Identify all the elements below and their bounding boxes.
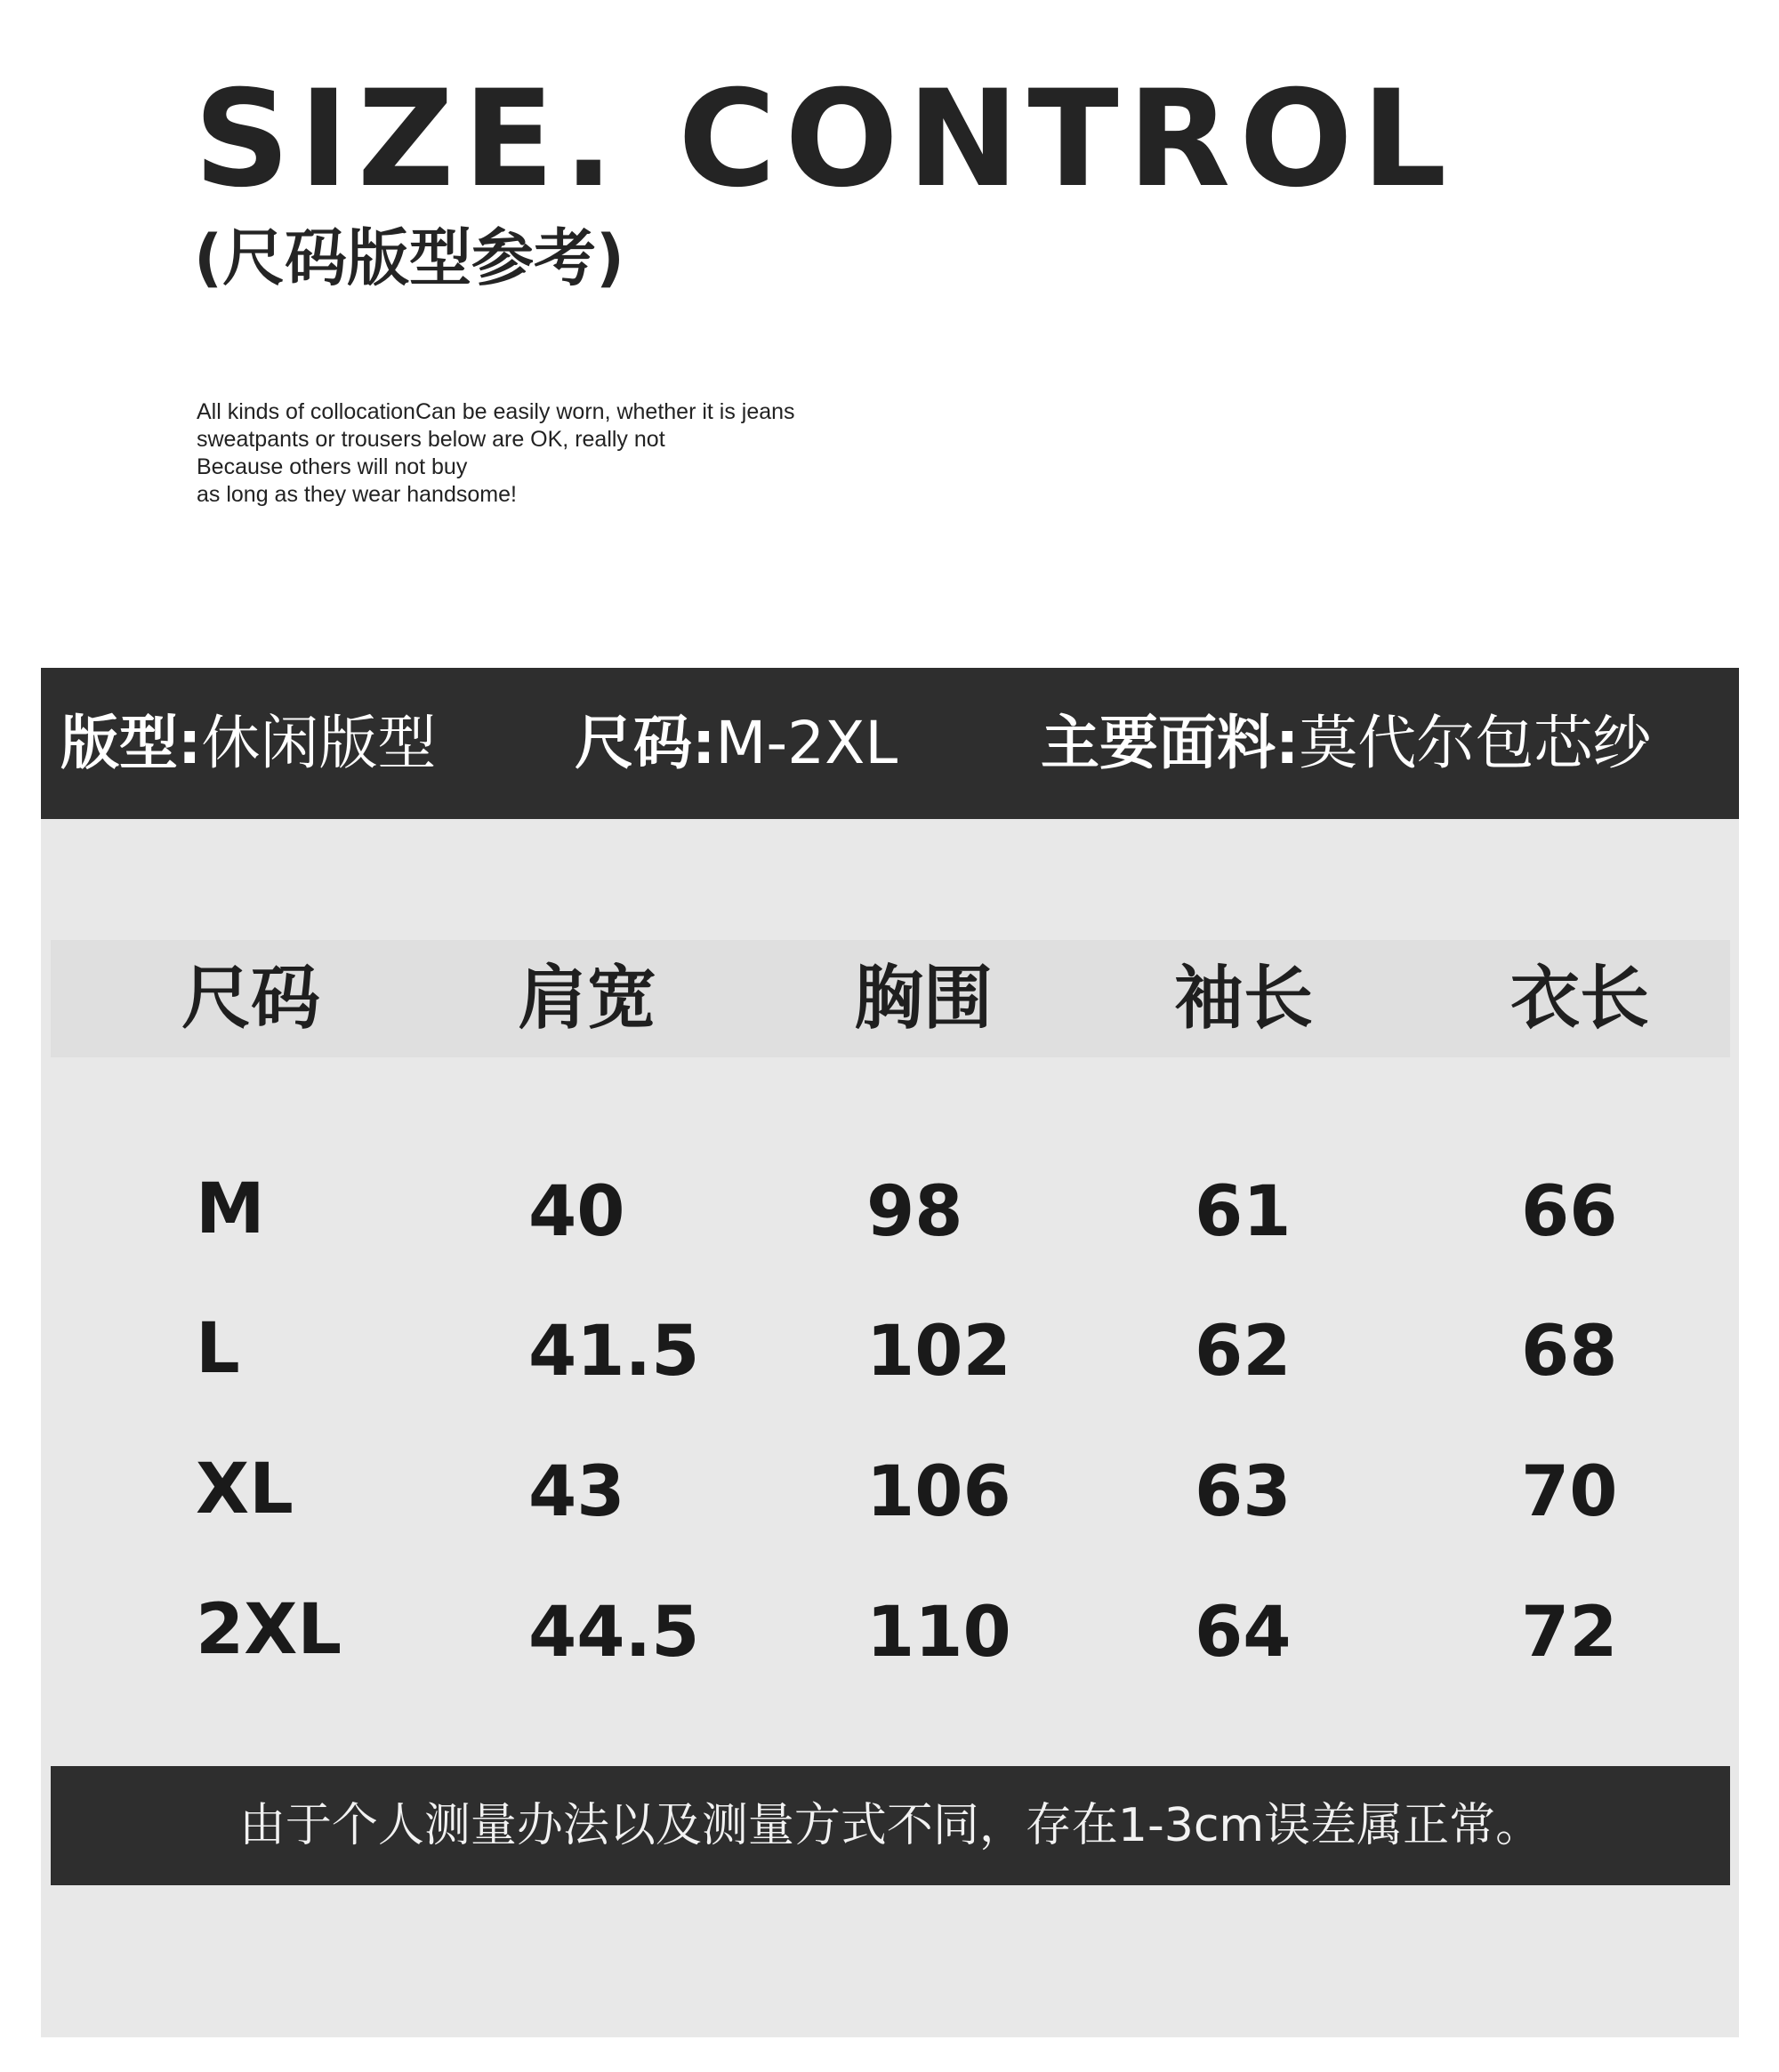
table-cell-shoulder: 41.5 bbox=[528, 1312, 700, 1392]
column-header-sleeve: 袖长 bbox=[1174, 959, 1314, 1039]
table-cell-size: L bbox=[196, 1309, 240, 1389]
size-table-header bbox=[51, 940, 1730, 1057]
table-cell-sleeve: 61 bbox=[1195, 1172, 1292, 1252]
description-line: as long as they wear handsome! bbox=[197, 482, 517, 507]
table-cell-length: 68 bbox=[1521, 1312, 1618, 1392]
table-cell-shoulder: 43 bbox=[528, 1452, 625, 1532]
table-cell-chest: 110 bbox=[866, 1593, 1011, 1673]
table-cell-shoulder: 44.5 bbox=[528, 1593, 700, 1673]
measurement-note: 由于个人测量办法以及测量方式不同，存在1-3cm误差属正常。 bbox=[51, 1766, 1730, 1885]
fit-info bbox=[60, 668, 436, 819]
table-cell-sleeve: 63 bbox=[1195, 1452, 1292, 1532]
table-cell-size: 2XL bbox=[196, 1590, 342, 1670]
table-cell-length: 72 bbox=[1521, 1593, 1618, 1673]
table-cell-chest: 98 bbox=[866, 1172, 963, 1252]
column-header-length: 衣长 bbox=[1510, 959, 1650, 1039]
fabric-value: 莫代尔包芯纱 bbox=[1299, 709, 1652, 777]
description-line: All kinds of collocationCan be easily worn, whether it is jeans bbox=[197, 399, 795, 424]
table-cell-length: 66 bbox=[1521, 1172, 1618, 1252]
page-title: SIZE. CONTROL bbox=[194, 62, 1456, 217]
table-cell-sleeve: 62 bbox=[1195, 1312, 1292, 1392]
page-subtitle: (尺码版型参考) bbox=[194, 221, 624, 294]
table-cell-chest: 106 bbox=[866, 1452, 1011, 1532]
fabric-info bbox=[1041, 668, 1651, 819]
table-cell-length: 70 bbox=[1521, 1452, 1618, 1532]
table-cell-sleeve: 64 bbox=[1195, 1593, 1292, 1673]
size-range-label: 尺码: bbox=[575, 709, 716, 777]
fabric-label: 主要面料: bbox=[1041, 709, 1300, 777]
column-header-size: 尺码 bbox=[181, 959, 321, 1039]
table-cell-shoulder: 40 bbox=[528, 1172, 625, 1252]
size-range-info bbox=[575, 668, 898, 819]
table-cell-chest: 102 bbox=[866, 1312, 1011, 1392]
description-line: sweatpants or trousers below are OK, really not bbox=[197, 427, 665, 452]
description-line: Because others will not buy bbox=[197, 454, 468, 479]
fit-value: 休闲版型 bbox=[201, 709, 437, 777]
size-range-value: M-2XL bbox=[715, 709, 898, 777]
table-cell-size: M bbox=[196, 1169, 265, 1249]
column-header-shoulder: 肩宽 bbox=[518, 959, 657, 1039]
fit-label: 版型: bbox=[60, 709, 202, 777]
table-cell-size: XL bbox=[196, 1450, 294, 1530]
column-header-chest: 胸围 bbox=[854, 959, 994, 1039]
description-text bbox=[197, 398, 795, 509]
product-info-bar bbox=[41, 668, 1739, 819]
